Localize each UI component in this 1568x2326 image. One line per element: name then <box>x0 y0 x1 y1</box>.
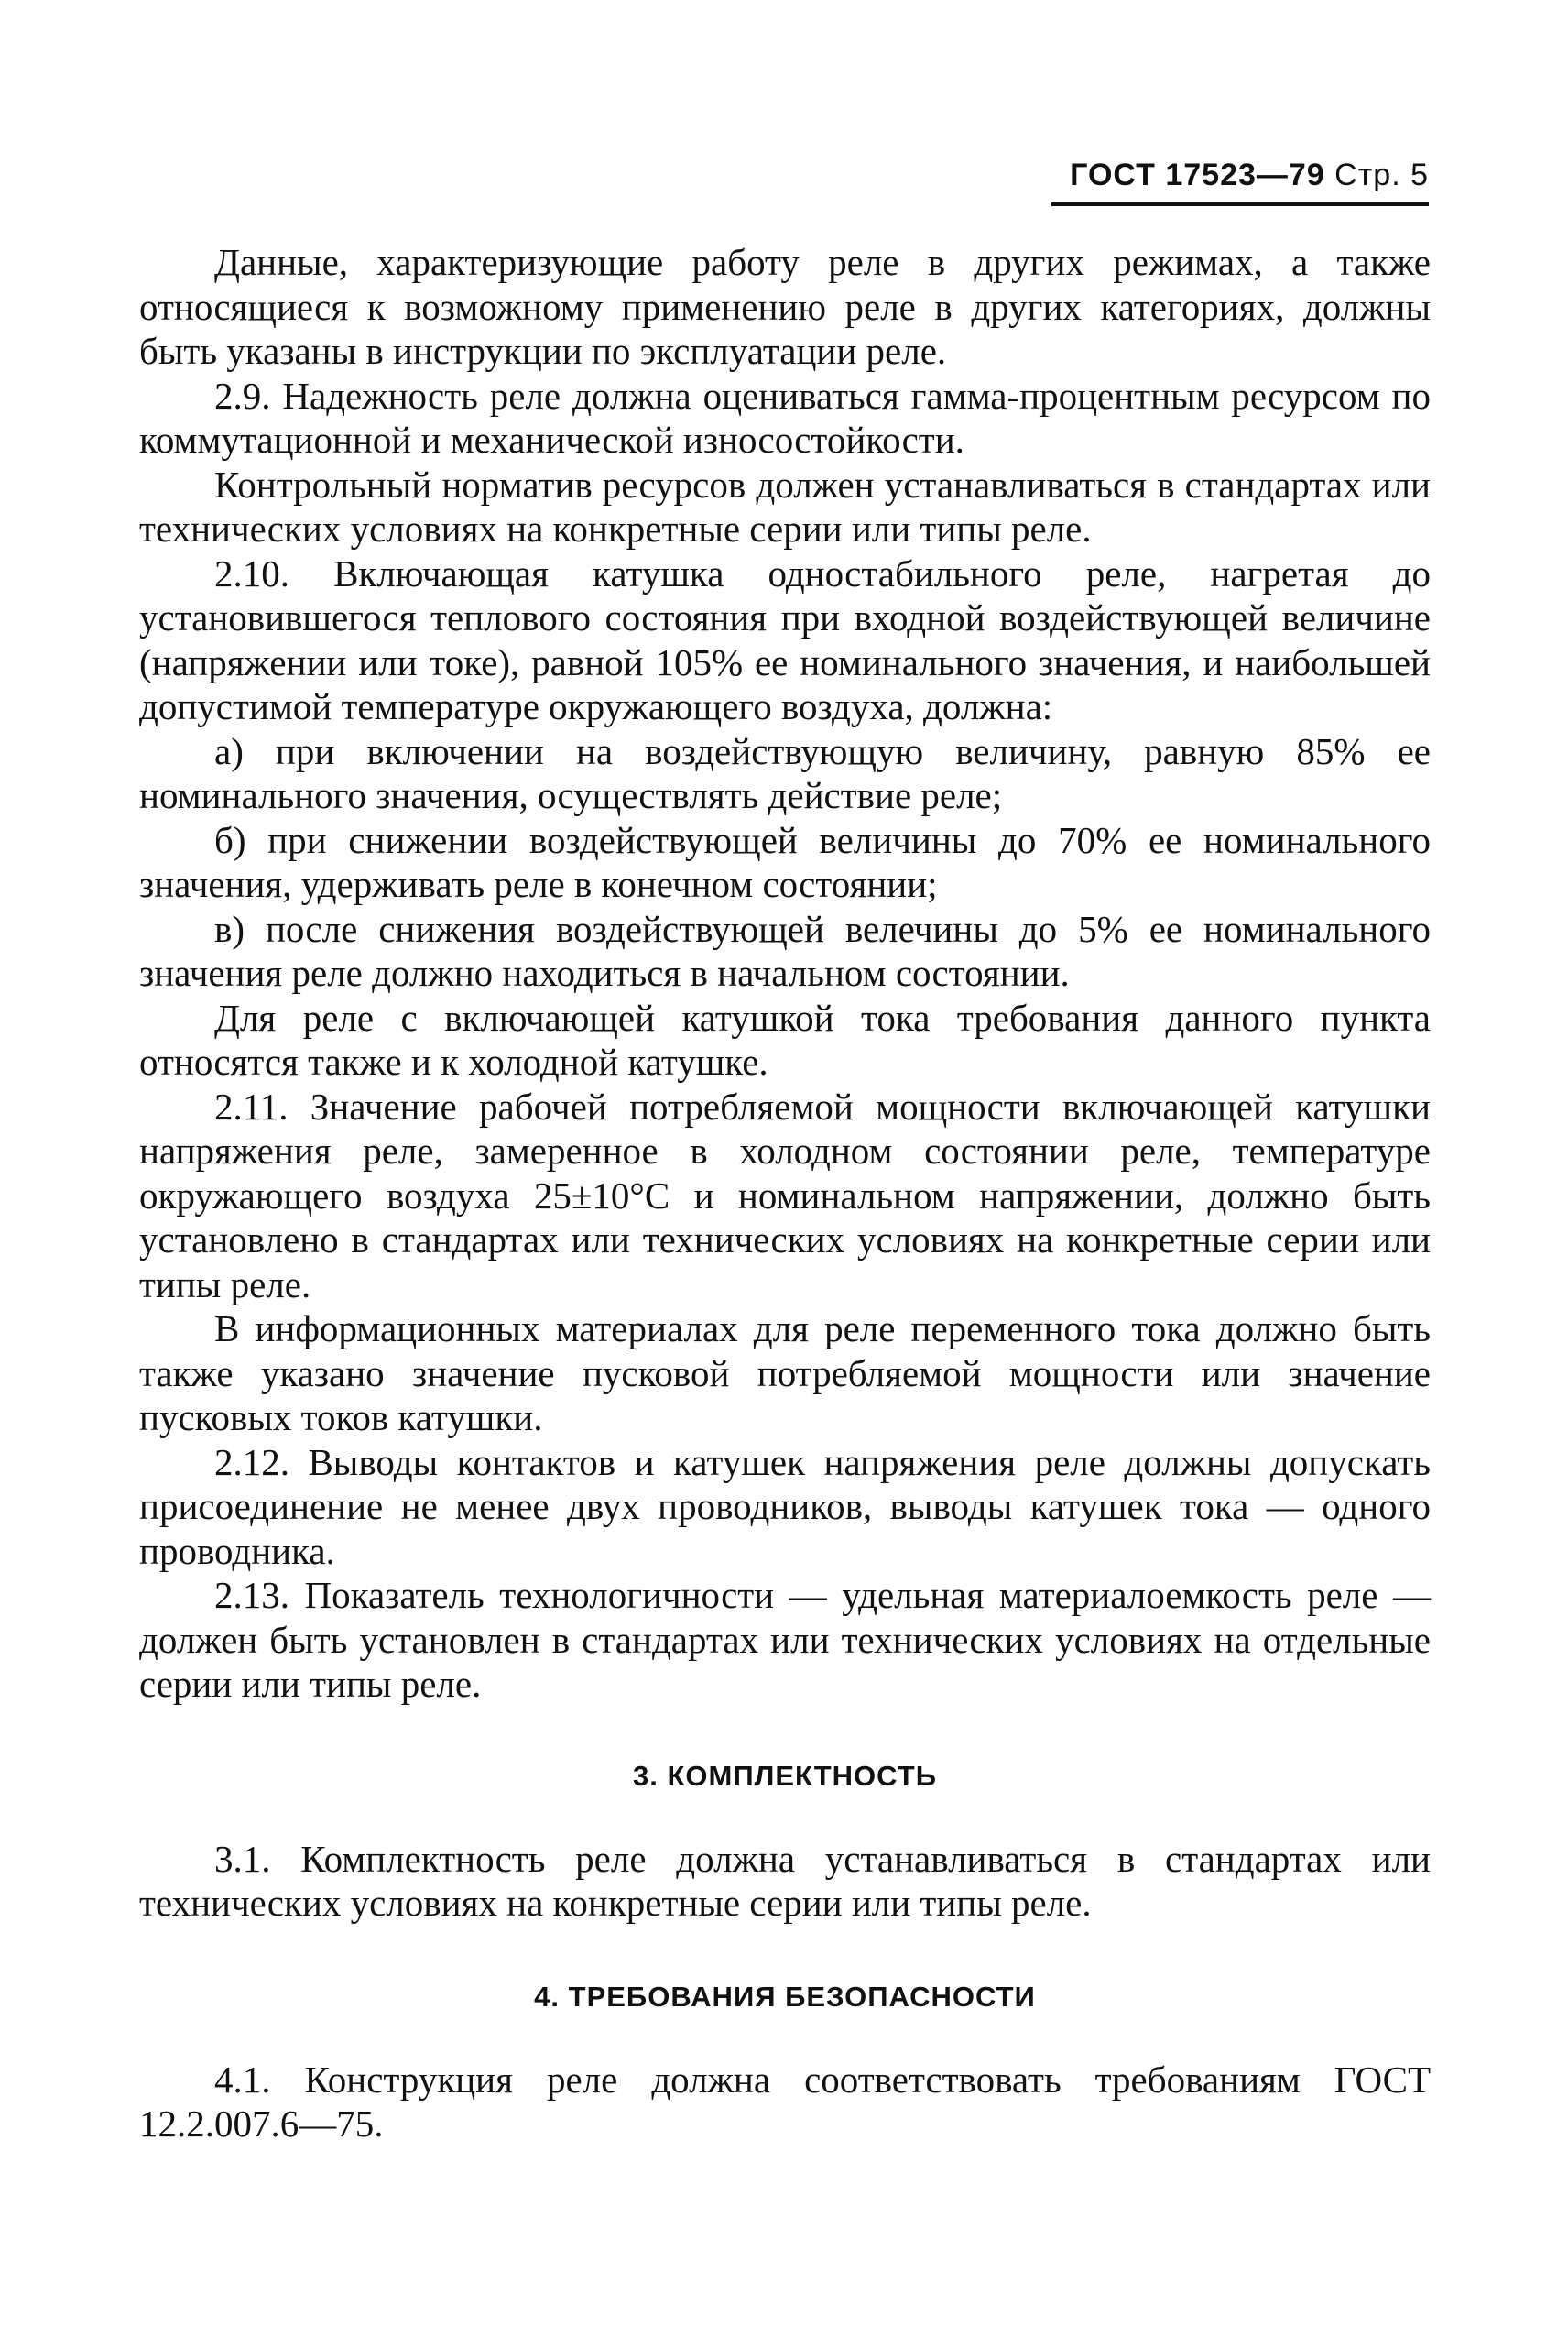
paragraph-2-13: 2.13. Показатель технологичности — удельная материалоемкость реле — должен быть установлен в стандартах или технических условиях на отдельные серии или типы реле. <box>139 1574 1431 1705</box>
document-body <box>139 240 1431 2146</box>
paragraph-other-modes: Данные, характеризующие работу реле в других режимах, а также относящиеся к возможному применению реле в других категориях, должны быть указаны в инструкции по эксплуатации реле. <box>139 241 1431 372</box>
list-item-a: а) при включении на воздействующую величину, равную 85% ее номинального значения, осуществлять действие реле; <box>139 729 1431 816</box>
header-page-number: Стр. 5 <box>1334 158 1429 192</box>
paragraph-2-12: 2.12. Выводы контактов и катушек напряжения реле должны допускать присоединение не менее двух проводников, выводы катушек тока — одного проводника. <box>139 1440 1431 1572</box>
paragraph-4-1: 4.1. Конструкция реле должна соответствовать требованиям ГОСТ 12.2.007.6—75. <box>139 2058 1431 2145</box>
section-heading-safety: 4. ТРЕБОВАНИЯ БЕЗОПАСНОСТИ <box>534 1980 1036 2013</box>
section-heading-completeness: 3. КОМПЛЕКТНОСТЬ <box>633 1759 937 1792</box>
paragraph-ac-relays: В информационных материалах для реле переменного тока должно быть также указано значение пусковой потребляемой мощности или значение пусковых токов катушки. <box>139 1307 1431 1438</box>
paragraph-2-10: 2.10. Включающая катушка одностабильного реле, нагретая до установившегося теплового состояния при входной воздействующей величине (напряжении или токе), равной 105% ее номинального значения, и наибольшей допустимой температуре окружающего воздуха, должна: <box>139 551 1431 727</box>
header-doc-number: ГОСТ 17523—79 <box>1070 158 1325 192</box>
page-header <box>1051 158 1429 206</box>
list-item-v: в) после снижения воздействующей велечины до 5% ее номинального значения реле должно находиться в начальном состоянии. <box>139 907 1431 994</box>
paragraph-2-11: 2.11. Значение рабочей потребляемой мощности включающей катушки напряжения реле, замеренное в холодном состоянии реле, температуре окружающего воздуха 25±10°С и номинальном напряжении, должно быть установлено в стандартах или технических условиях на конкретные серии или типы реле. <box>139 1085 1431 1305</box>
paragraph-3-1: 3.1. Комплектность реле должна устанавливаться в стандартах или технических условиях на конкретные серии или типы реле. <box>139 1837 1431 1924</box>
paragraph-resource-norm: Контрольный норматив ресурсов должен устанавливаться в стандартах или технических условиях на конкретные серии или типы реле. <box>139 463 1431 550</box>
paragraph-2-9: 2.9. Надежность реле должна оцениваться гамма-процентным ресурсом по коммутационной и механической износостойкости. <box>139 374 1431 461</box>
paragraph-current-coil: Для реле с включающей катушкой тока требования данного пункта относятся также и к холодной катушке. <box>139 996 1431 1083</box>
list-item-b: б) при снижении воздействующей величины до 70% ее номинального значения, удерживать реле в конечном состоянии; <box>139 818 1431 905</box>
